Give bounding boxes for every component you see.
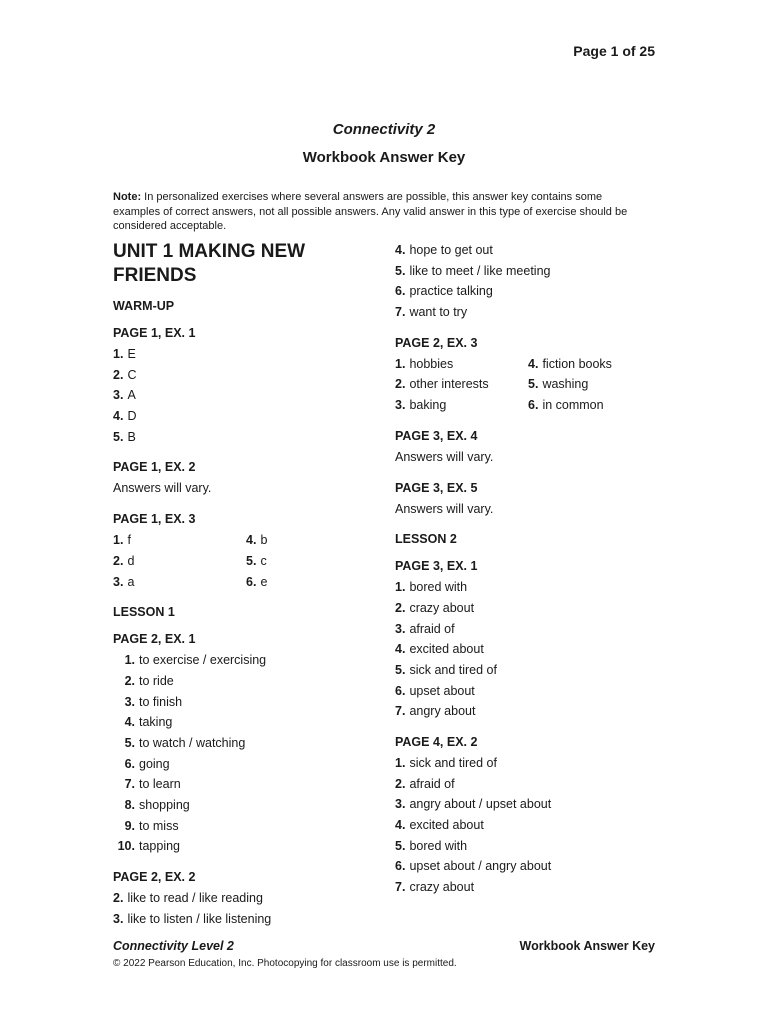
answer-text: A xyxy=(127,388,136,403)
exercise-p4e2 xyxy=(395,734,655,898)
answer-item xyxy=(113,572,246,593)
answer-text: Answers will vary. xyxy=(113,481,212,496)
exercise-p1e3 xyxy=(113,511,373,592)
answer-text: washing xyxy=(542,377,589,392)
answer-number: 7. xyxy=(395,305,406,320)
answer-number: 2. xyxy=(113,553,124,568)
answer-item xyxy=(113,795,373,816)
answer-item xyxy=(395,815,655,836)
answer-list xyxy=(395,240,655,323)
answer-item xyxy=(395,660,655,681)
answer-number: 4. xyxy=(395,818,406,833)
answer-text: E xyxy=(127,347,136,361)
answer-item xyxy=(113,530,246,551)
exercise-p3e4 xyxy=(395,428,655,468)
answer-number: 5. xyxy=(395,838,406,853)
answer-number: 2. xyxy=(124,673,135,688)
exercise-heading: PAGE 2, EX. 3 xyxy=(395,335,478,350)
section-lesson1: LESSON 1 xyxy=(113,605,175,620)
answer-text: a xyxy=(127,574,135,589)
unit-title: UNIT 1 MAKING NEW FRIENDS xyxy=(113,241,306,286)
answer-text: to learn xyxy=(139,777,181,792)
document-subtitle: Workbook Answer Key xyxy=(302,149,466,166)
answer-number: 6. xyxy=(528,398,539,413)
exercise-heading: PAGE 1, EX. 1 xyxy=(113,326,196,340)
answer-number: 9. xyxy=(124,818,135,833)
answer-text: afraid of xyxy=(409,621,455,636)
answer-number: 8. xyxy=(124,798,135,813)
note xyxy=(113,190,633,234)
answer-number: 2. xyxy=(395,776,406,791)
answer-number: 6. xyxy=(395,683,406,698)
answer-number: 1. xyxy=(395,580,406,595)
answer-list-col2 xyxy=(246,530,373,592)
answer-item xyxy=(113,909,373,930)
exercise-p1e1 xyxy=(113,325,373,447)
answer-item xyxy=(113,774,373,795)
answer-item xyxy=(113,888,373,909)
answer-number: 5. xyxy=(395,662,406,677)
answer-text: like to meet / like meeting xyxy=(409,263,551,278)
answer-item xyxy=(113,712,373,733)
answer-number: 3. xyxy=(124,694,135,709)
answer-item xyxy=(395,395,528,416)
exercise-heading: PAGE 3, EX. 1 xyxy=(395,559,478,574)
answer-item xyxy=(113,650,373,671)
answer-list-col2 xyxy=(528,354,655,416)
answer-text: like to listen / like listening xyxy=(127,911,272,926)
answer-text: to ride xyxy=(139,673,174,688)
answer-text: angry about / upset about xyxy=(409,797,552,812)
answer-item xyxy=(395,856,655,877)
answer-item xyxy=(395,681,655,702)
answer-item xyxy=(395,598,655,619)
answer-item xyxy=(246,572,373,593)
answer-number: 2. xyxy=(113,367,124,382)
answer-text: practice talking xyxy=(409,284,493,299)
answer-text: angry about xyxy=(409,704,476,719)
answer-text: crazy about xyxy=(409,600,475,615)
answer-number: 1. xyxy=(113,533,124,548)
exercise-heading: PAGE 3, EX. 4 xyxy=(395,428,478,443)
answer-item xyxy=(395,577,655,598)
footer-doc: Workbook Answer Key xyxy=(519,939,655,953)
answer-number: 6. xyxy=(124,756,135,771)
answer-text: upset about xyxy=(409,683,475,698)
answer-item xyxy=(113,671,373,692)
answer-text: afraid of xyxy=(409,776,455,791)
answer-text: D xyxy=(127,409,137,424)
answer-number: 4. xyxy=(113,409,124,424)
answer-item xyxy=(113,836,373,857)
answer-item xyxy=(395,619,655,640)
left-column xyxy=(113,240,373,941)
answer-item xyxy=(113,365,373,386)
answer-text: shopping xyxy=(139,798,190,813)
exercise-heading: PAGE 2, EX. 1 xyxy=(113,632,196,647)
answer-item xyxy=(528,395,655,416)
answer-item xyxy=(113,344,373,365)
answer-number: 3. xyxy=(395,398,406,413)
answer-list xyxy=(395,753,655,898)
exercise-heading: PAGE 4, EX. 2 xyxy=(395,735,478,750)
answer-item xyxy=(395,374,528,395)
note-label: Note: xyxy=(113,191,142,203)
answer-number: 3. xyxy=(113,388,124,403)
answer-item xyxy=(113,427,373,448)
answer-item xyxy=(113,406,373,427)
answer-number: 6. xyxy=(246,574,257,589)
answer-list-col1 xyxy=(395,354,528,416)
answer-item xyxy=(395,774,655,795)
section-lesson2: LESSON 2 xyxy=(395,532,457,547)
answer-number: 3. xyxy=(113,574,124,589)
answer-text: to finish xyxy=(139,694,183,709)
answer-number: 5. xyxy=(124,735,135,750)
answer-number: 3. xyxy=(395,797,406,812)
right-column xyxy=(395,240,655,910)
answer-number: 1. xyxy=(113,347,124,361)
answer-item xyxy=(395,261,655,282)
answer-text: sick and tired of xyxy=(409,662,497,677)
answer-text: want to try xyxy=(409,305,468,320)
answer-text: in common xyxy=(542,398,604,413)
answer-text: to watch / watching xyxy=(139,735,246,750)
answer-item xyxy=(395,354,528,375)
exercise-p2e3 xyxy=(395,335,655,416)
exercise-p3e1 xyxy=(395,558,655,722)
answer-item xyxy=(395,701,655,722)
answer-text: upset about / angry about xyxy=(409,859,552,874)
exercise-heading: PAGE 2, EX. 2 xyxy=(113,870,196,885)
exercise-heading: PAGE 3, EX. 5 xyxy=(395,480,478,495)
answer-text: like to read / like reading xyxy=(127,891,263,906)
answer-number: 7. xyxy=(395,880,406,895)
answer-number: 10. xyxy=(117,839,135,854)
answer-number: 4. xyxy=(246,533,257,548)
answer-item xyxy=(113,816,373,837)
answer-text: baking xyxy=(409,398,447,413)
answer-item xyxy=(246,551,373,572)
answer-list-col1 xyxy=(113,530,246,592)
answer-text: excited about xyxy=(409,642,484,657)
answer-number: 2. xyxy=(395,377,406,392)
answer-text: Answers will vary. xyxy=(395,501,494,516)
answer-number: 6. xyxy=(395,284,406,299)
answer-text: going xyxy=(139,756,170,771)
answer-text: hobbies xyxy=(409,356,454,371)
answer-item xyxy=(113,754,373,775)
answer-number: 3. xyxy=(395,621,406,636)
document-title: Connectivity 2 xyxy=(332,121,436,138)
answer-number: 4. xyxy=(395,642,406,657)
answer-number: 5. xyxy=(528,377,539,392)
answer-text: bored with xyxy=(409,838,468,853)
answer-text: taking xyxy=(139,715,173,730)
section-warmup: WARM-UP xyxy=(113,299,175,313)
answer-number: 4. xyxy=(395,243,406,257)
answer-item xyxy=(528,354,655,375)
answer-number: 7. xyxy=(124,777,135,792)
answer-number: 5. xyxy=(395,263,406,278)
answer-text: C xyxy=(127,367,137,382)
answer-number: 2. xyxy=(395,600,406,615)
answer-number: 6. xyxy=(395,859,406,874)
answer-item xyxy=(395,639,655,660)
answer-text: d xyxy=(127,553,135,568)
answer-text: hope to get out xyxy=(409,243,493,257)
answer-item xyxy=(395,240,655,261)
answer-item xyxy=(395,877,655,898)
answer-item xyxy=(113,692,373,713)
answer-text: to miss xyxy=(139,818,179,833)
answer-item xyxy=(395,302,655,323)
exercise-heading: PAGE 1, EX. 3 xyxy=(113,512,196,527)
copyright: © 2022 Pearson Education, Inc. Photocopying for classroom use is permitted. xyxy=(113,958,457,969)
answer-number: 4. xyxy=(528,356,539,371)
answer-item xyxy=(395,753,655,774)
answer-text: to exercise / exercising xyxy=(139,653,267,668)
answer-text: f xyxy=(127,533,131,548)
answer-text: tapping xyxy=(139,839,181,854)
answer-item xyxy=(113,733,373,754)
answer-number: 3. xyxy=(113,911,124,926)
answer-number: 1. xyxy=(124,653,135,668)
answer-text: fiction books xyxy=(542,356,612,371)
answer-number: 4. xyxy=(124,715,135,730)
answer-text: crazy about xyxy=(409,880,475,895)
answer-text: b xyxy=(260,533,268,548)
exercise-heading: PAGE 1, EX. 2 xyxy=(113,460,196,475)
answer-list xyxy=(113,344,373,447)
exercise-p2e2-continued xyxy=(395,240,655,323)
answer-list xyxy=(395,577,655,722)
answer-text: excited about xyxy=(409,818,484,833)
answer-number: 5. xyxy=(113,429,124,444)
exercise-p2e1 xyxy=(113,631,373,857)
answer-text: Answers will vary. xyxy=(395,449,494,464)
exercise-p3e5 xyxy=(395,480,655,520)
answer-list xyxy=(113,650,373,857)
answer-text: B xyxy=(127,429,136,444)
answer-item xyxy=(395,281,655,302)
exercise-p1e2 xyxy=(113,459,373,499)
page-number: Page 1 of 25 xyxy=(573,43,655,59)
note-text: In personalized exercises where several answers are possible, this answer key contains some examples of correct answers, not all possible answers. Any valid answer in this type of exercise should be considered acceptable. xyxy=(113,191,628,232)
answer-item xyxy=(246,530,373,551)
answer-item xyxy=(113,385,373,406)
answer-item xyxy=(395,836,655,857)
answer-text: e xyxy=(260,574,268,589)
answer-list xyxy=(113,888,373,929)
answer-item xyxy=(395,794,655,815)
answer-number: 1. xyxy=(395,756,406,771)
answer-item xyxy=(113,551,246,572)
answer-number: 1. xyxy=(395,356,406,371)
answer-text: other interests xyxy=(409,377,489,392)
footer-course: Connectivity Level 2 xyxy=(113,939,234,953)
answer-number: 2. xyxy=(113,891,124,906)
answer-text: bored with xyxy=(409,580,468,595)
answer-text: c xyxy=(260,553,267,568)
exercise-p2e2 xyxy=(113,869,373,929)
answer-number: 5. xyxy=(246,553,257,568)
answer-number: 7. xyxy=(395,704,406,719)
answer-item xyxy=(528,374,655,395)
answer-text: sick and tired of xyxy=(409,756,497,771)
